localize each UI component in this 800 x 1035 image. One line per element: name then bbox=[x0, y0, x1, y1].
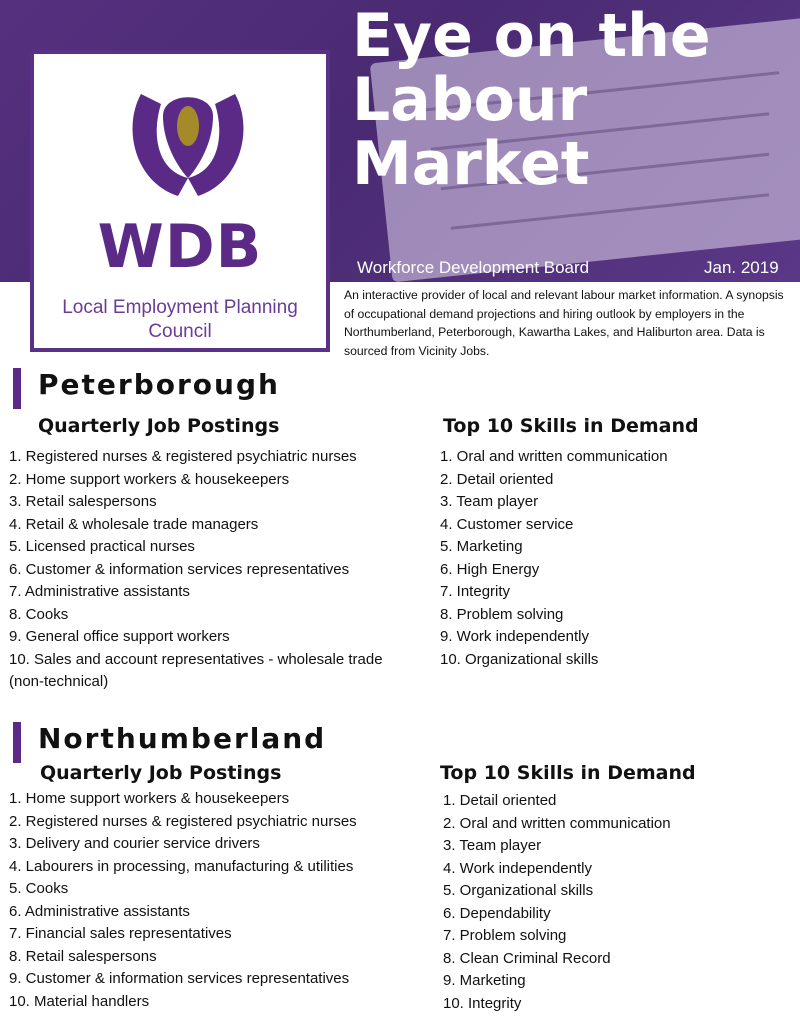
list-item: 2. Detail oriented bbox=[440, 470, 554, 488]
list-item: 9. Marketing bbox=[443, 972, 526, 989]
list-item: 3. Retail salespersons bbox=[9, 493, 157, 510]
list-item: 5. Marketing bbox=[440, 538, 523, 555]
list-item: 6. Customer & information services representatives bbox=[9, 560, 350, 578]
list-item: 1. Oral and written communication bbox=[440, 448, 668, 465]
list-item: 5. Cooks bbox=[9, 880, 69, 897]
section-marker bbox=[13, 368, 21, 409]
wdb-logo bbox=[30, 50, 330, 352]
skills-list-peterborough bbox=[440, 446, 780, 671]
logo-acronym: WDB bbox=[97, 212, 263, 282]
section-marker bbox=[13, 722, 21, 763]
list-item: 5. Organizational skills bbox=[443, 882, 594, 899]
list-item: 3. Delivery and courier service drivers bbox=[9, 835, 260, 852]
list-item: 6. Dependability bbox=[443, 904, 551, 922]
skills-list-northumberland bbox=[443, 790, 783, 1015]
list-item: 10. Integrity bbox=[443, 994, 522, 1012]
list-item: 8. Clean Criminal Record bbox=[443, 949, 611, 967]
list-item: 2. Home support workers & housekeepers bbox=[9, 470, 290, 488]
list-item: 1. Registered nurses & registered psychiatric nurses bbox=[9, 448, 357, 465]
wdb-emblem-icon bbox=[123, 86, 253, 206]
intro-text: An interactive provider of local and relevant labour market information. A synopsis of occupational demand projections and hiring outlook by employers in the Northumberland, Peterborough, Kawartha Lakes, and Haliburton area. Data is sourced from Vicinity Jobs. bbox=[344, 288, 784, 358]
list-item: 4. Retail & wholesale trade managers bbox=[9, 515, 259, 533]
list-item: 7. Administrative assistants bbox=[9, 583, 190, 600]
list-item: 10. Material handlers bbox=[9, 992, 150, 1010]
list-item: 1. Detail oriented bbox=[443, 792, 557, 809]
list-item: 4. Labourers in processing, manufacturing & utilities bbox=[9, 857, 354, 875]
postings-heading: Quarterly Job Postings bbox=[38, 415, 280, 437]
issue-date: Jan. 2019 bbox=[704, 258, 779, 277]
list-item: 7. Integrity bbox=[440, 583, 511, 600]
list-item: 1. Home support workers & housekeepers bbox=[9, 790, 290, 807]
postings-list-northumberland bbox=[9, 788, 419, 1013]
list-item: 7. Problem solving bbox=[443, 927, 567, 944]
postings-heading: Quarterly Job Postings bbox=[40, 762, 282, 784]
org-name: Workforce Development Board bbox=[357, 258, 590, 277]
list-item: 3. Team player bbox=[443, 837, 542, 854]
newsletter-title: Eye on the Labour Market bbox=[352, 1, 711, 199]
list-item: 8. Retail salespersons bbox=[9, 947, 157, 965]
list-item: 9. Work independently bbox=[440, 628, 589, 645]
list-item: 2. Oral and written communication bbox=[443, 814, 671, 832]
list-item: 8. Problem solving bbox=[440, 605, 564, 623]
list-item: 5. Licensed practical nurses bbox=[9, 538, 195, 555]
list-item: 2. Registered nurses & registered psychiatric nurses bbox=[9, 812, 357, 830]
list-item: 7. Financial sales representatives bbox=[9, 925, 232, 942]
list-item: 9. General office support workers bbox=[9, 628, 230, 645]
list-item: 6. High Energy bbox=[440, 560, 540, 578]
skills-heading: Top 10 Skills in Demand bbox=[440, 762, 696, 784]
section-title-northumberland: Northumberland bbox=[38, 722, 327, 755]
logo-subtitle: Local Employment Planning Council bbox=[62, 297, 298, 342]
list-item: 3. Team player bbox=[440, 493, 539, 510]
skills-heading: Top 10 Skills in Demand bbox=[443, 415, 699, 437]
list-item: 8. Cooks bbox=[9, 605, 69, 623]
list-item: 10. Organizational skills bbox=[440, 650, 599, 668]
list-item: 10. Sales and account representatives - wholesale trade (non-technical) bbox=[9, 650, 383, 690]
list-item: 9. Customer & information services representatives bbox=[9, 970, 350, 987]
list-item: 4. Work independently bbox=[443, 859, 592, 877]
section-title-peterborough: Peterborough bbox=[38, 368, 280, 401]
list-item: 6. Administrative assistants bbox=[9, 902, 190, 920]
list-item: 4. Customer service bbox=[440, 515, 574, 533]
postings-list-peterborough bbox=[9, 446, 419, 694]
